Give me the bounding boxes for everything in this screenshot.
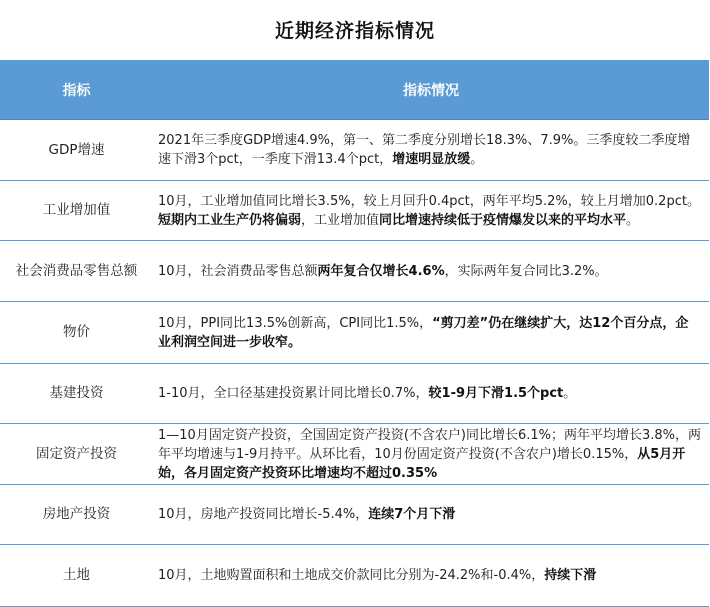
table-row (0, 424, 709, 485)
table-row (0, 364, 709, 424)
header-status: 指标情况 (153, 60, 709, 120)
desc-highlight: 从5月开始，各月固定资产投资环比增速均不超过0.35% (158, 446, 686, 481)
indicator-name: 工业增加值 (0, 181, 153, 241)
page-title: 近期经济指标情况 (274, 20, 435, 42)
desc-text: 10月，社会消费品零售总额 (158, 263, 318, 279)
desc-highlight: 较1-9月下滑1.5个pct (428, 386, 564, 401)
desc-text: 1-10月，全口径基建投资累计同比增长0.7%， (158, 386, 429, 401)
desc-text: ，实际两年复合同比3.2%。 (444, 263, 608, 279)
desc-text: 10月，土地购置面积和土地成交价款同比分别为-24.2%和-0.4%， (158, 568, 545, 583)
table-row (0, 545, 709, 607)
indicator-name: 物价 (0, 302, 153, 364)
desc-text: 10月，房地产投资同比增长-5.4%， (158, 507, 369, 522)
desc-text: 10月，PPI同比13.5%创新高，CPI同比1.5%， (158, 315, 433, 331)
table-row (0, 181, 709, 241)
indicator-table (0, 60, 709, 607)
table-row (0, 302, 709, 364)
header-indicator: 指标 (0, 60, 153, 120)
indicator-name: 社会消费品零售总额 (0, 241, 153, 302)
desc-text: ，工业增加值 (301, 212, 380, 228)
desc-text: 2021年三季度GDP增速4.9%，第一、第二季度分别增长18.3%、7.9%。三季度较二季度增速下滑3个pct，一季度下滑13.4个pct， (158, 133, 691, 167)
desc-text: 。 (470, 152, 484, 167)
indicator-name: GDP增速 (0, 120, 153, 181)
indicator-description (153, 241, 709, 302)
indicator-description (153, 302, 709, 364)
indicator-description (153, 120, 709, 181)
indicator-description (153, 424, 709, 485)
desc-highlight: “剪刀差”仍在继续扩大，达12个百分点，企业利润空间进一步收窄。 (158, 315, 689, 350)
indicator-description (153, 364, 709, 424)
desc-text: 10月，工业增加值同比增长3.5%，较上月回升0.4pct，两年平均5.2%，较上月增加0.2pct。 (158, 193, 700, 209)
desc-highlight: 连续7个月下滑 (368, 507, 456, 522)
desc-highlight: 两年复合仅增长4.6% (317, 263, 445, 279)
indicator-name: 房地产投资 (0, 485, 153, 545)
indicator-description (153, 545, 709, 607)
desc-text: 。 (563, 386, 577, 401)
desc-highlight: 持续下滑 (544, 568, 597, 583)
indicator-name: 土地 (0, 545, 153, 607)
table-header (0, 60, 709, 120)
desc-highlight: 增速明显放缓 (392, 152, 471, 167)
desc-text: 。 (626, 212, 640, 228)
table-row (0, 120, 709, 181)
indicator-description (153, 485, 709, 545)
indicator-name: 固定资产投资 (0, 424, 153, 485)
desc-text: 1—10月固定资产投资，全国固定资产投资(不含农户)同比增长6.1%；两年平均增长3.8%，两年平均增速与1-9月持平。从环比看，10月份固定资产投资(不含农户)增长0.15%， (158, 427, 702, 462)
table-row (0, 485, 709, 545)
desc-highlight: 短期内工业生产仍将偏弱 (158, 212, 302, 228)
table-row (0, 241, 709, 302)
desc-highlight: 同比增速持续低于疫情爆发以来的平均水平 (379, 212, 627, 228)
indicator-name: 基建投资 (0, 364, 153, 424)
indicator-description (153, 181, 709, 241)
